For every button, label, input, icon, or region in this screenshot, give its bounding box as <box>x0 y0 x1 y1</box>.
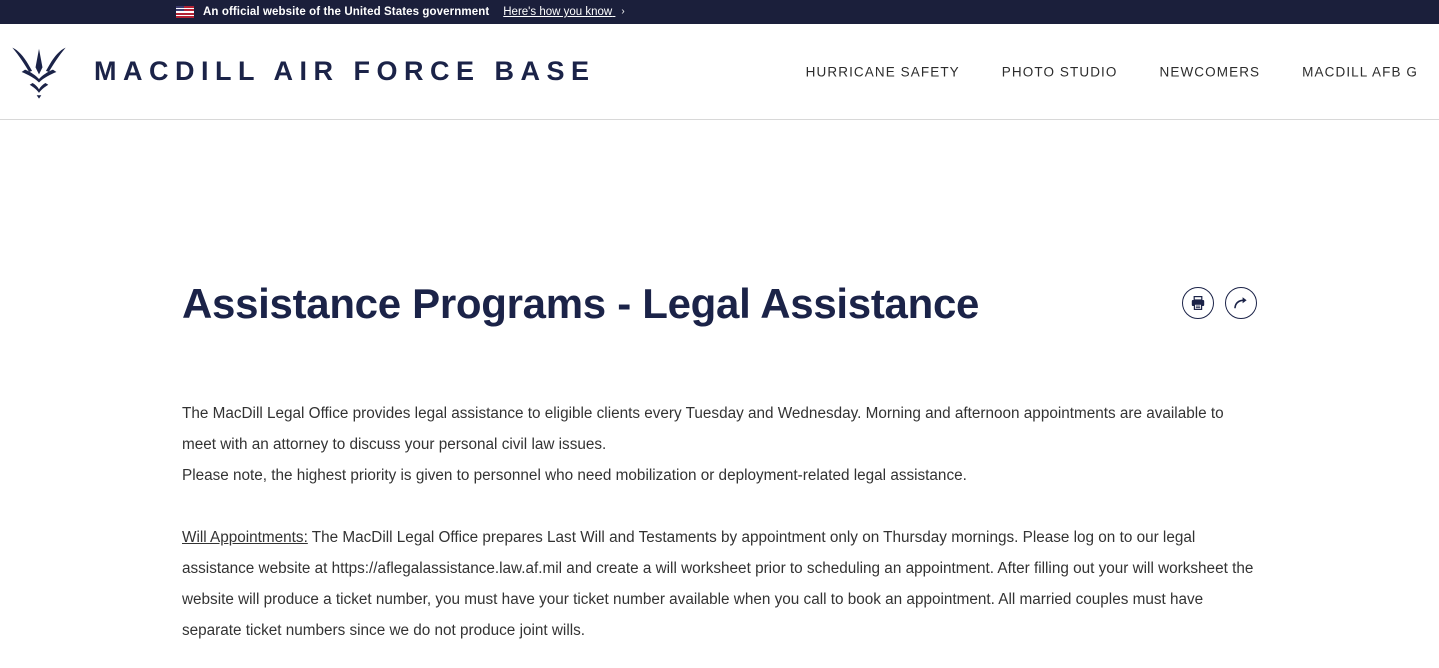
paragraph-1-line-1: The MacDill Legal Office provides legal assistance to eligible clients every Tuesday and Wednesday. Morning and afternoon appointments are available to meet with an attorney to discuss your personal civil law issues. <box>182 405 1224 454</box>
air-force-wings-icon <box>10 44 68 100</box>
page-title: Assistance Programs - Legal Assistance <box>182 280 980 327</box>
article-body <box>182 398 1257 646</box>
site-header <box>0 24 1439 120</box>
site-logo[interactable] <box>0 44 596 100</box>
page-body <box>0 120 1439 646</box>
nav-item-macdill-afb-guide[interactable]: MACDILL AFB G <box>1302 64 1418 79</box>
will-appointments-label: Will Appointments: <box>182 529 308 547</box>
nav-item-hurricane-safety[interactable]: HURRICANE SAFETY <box>805 64 960 79</box>
paragraph-spacer <box>182 491 1257 522</box>
page-actions <box>1182 287 1257 319</box>
content-column <box>182 282 1257 646</box>
printer-icon <box>1190 295 1206 311</box>
nav-item-photo-studio[interactable]: PHOTO STUDIO <box>1001 64 1118 79</box>
print-button[interactable] <box>1182 287 1214 319</box>
us-flag-icon <box>176 6 194 18</box>
site-title: MACDILL AIR FORCE BASE <box>94 56 596 86</box>
heres-how-you-know-link[interactable] <box>503 6 625 18</box>
gov-official-banner <box>0 0 1439 24</box>
nav-item-newcomers[interactable]: NEWCOMERS <box>1159 64 1261 79</box>
chevron-down-icon: › <box>621 6 625 17</box>
gov-banner-text: An official website of the United States government <box>203 6 490 18</box>
share-button[interactable] <box>1225 287 1257 319</box>
paragraph-1-line-2: Please note, the highest priority is given to personnel who need mobilization or deployment-related legal assistance. <box>182 467 967 485</box>
main-navigation <box>785 64 1439 79</box>
will-appointments-body: The MacDill Legal Office prepares Last Will and Testaments by appointment only on Thursday mornings. Please log on to our legal assistance website at https://aflegalassistance.law.af.mil and create a will worksheet prior to scheduling an appointment. After filling out your will worksheet the website will produce a ticket number, you must have your ticket number available when you call to book an appointment. All married couples must have separate ticket numbers since we do not produce joint wills. <box>182 529 1254 640</box>
heres-how-you-know-label: Here's how you know <box>503 6 613 18</box>
share-arrow-icon <box>1233 295 1250 311</box>
paragraph-2 <box>182 522 1257 646</box>
